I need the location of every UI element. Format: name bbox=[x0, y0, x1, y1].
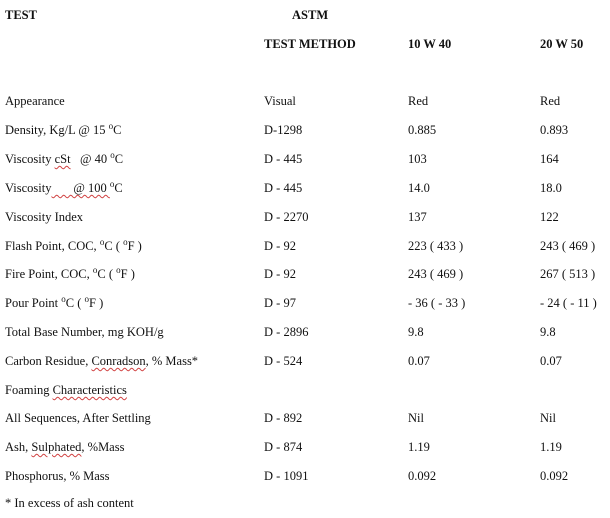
value-20w50: 0.893 bbox=[540, 123, 569, 137]
value-20w50: - 24 ( - 11 ) bbox=[540, 296, 597, 310]
value-10w40: 1.19 bbox=[408, 440, 430, 454]
test-method: D - 524 bbox=[264, 354, 303, 368]
test-method: D - 92 bbox=[264, 267, 296, 281]
header-grade-20w50: 20 W 50 bbox=[540, 37, 584, 51]
value-10w40: 243 ( 469 ) bbox=[408, 267, 464, 281]
value-20w50: 267 ( 513 ) bbox=[540, 267, 596, 281]
value-10w40: - 36 ( - 33 ) bbox=[408, 296, 466, 310]
value-20w50: 0.092 bbox=[540, 469, 569, 483]
property-name: Carbon Residue, Conradson, % Mass* bbox=[5, 354, 199, 368]
property-name: Total Base Number, mg KOH/g bbox=[5, 325, 164, 339]
property-name: Viscosity Index bbox=[5, 210, 84, 224]
table-row bbox=[0, 181, 610, 199]
property-name: Viscosity @ 100 $^o$C bbox=[5, 179, 123, 195]
value-20w50: 9.8 bbox=[540, 325, 556, 339]
test-method: D - 2896 bbox=[264, 325, 309, 339]
table-row bbox=[0, 296, 610, 314]
value-10w40: 0.092 bbox=[408, 469, 437, 483]
test-method: D - 445 bbox=[264, 181, 303, 195]
property-name: Appearance bbox=[5, 94, 65, 108]
table-row bbox=[0, 267, 610, 285]
property-name: Density, Kg/L @ 15 $^o$C bbox=[5, 121, 122, 137]
value-20w50: 122 bbox=[540, 210, 559, 224]
property-name: Viscosity cSt @ 40 $^o$C bbox=[5, 150, 124, 166]
value-20w50: 243 ( 469 ) bbox=[540, 239, 596, 253]
property-name: Fire Point, COC, $^o$C ( $^o$F ) bbox=[5, 265, 135, 281]
value-10w40: 223 ( 433 ) bbox=[408, 239, 464, 253]
property-name: Foaming Characteristics bbox=[5, 383, 127, 397]
table-row bbox=[0, 325, 610, 343]
value-10w40: 137 bbox=[408, 210, 427, 224]
value-10w40: 9.8 bbox=[408, 325, 424, 339]
value-10w40: 103 bbox=[408, 152, 427, 166]
value-10w40: 14.0 bbox=[408, 181, 430, 195]
value-20w50: 0.07 bbox=[540, 354, 562, 368]
table-row bbox=[0, 383, 610, 401]
test-method: D - 874 bbox=[264, 440, 303, 454]
property-name: All Sequences, After Settling bbox=[5, 411, 151, 425]
test-method: Visual bbox=[264, 94, 296, 108]
test-method: D - 97 bbox=[264, 296, 296, 310]
table-row bbox=[0, 239, 610, 257]
table-row bbox=[0, 440, 610, 458]
test-method: D - 2270 bbox=[264, 210, 309, 224]
value-20w50: 1.19 bbox=[540, 440, 562, 454]
table-row bbox=[0, 152, 610, 170]
test-method: D - 1091 bbox=[264, 469, 309, 483]
property-name: Phosphorus, % Mass bbox=[5, 469, 110, 483]
table-row bbox=[0, 94, 610, 112]
test-method: D-1298 bbox=[264, 123, 303, 137]
test-method: D - 92 bbox=[264, 239, 296, 253]
value-20w50: 164 bbox=[540, 152, 559, 166]
value-10w40: Red bbox=[408, 94, 429, 108]
property-name: Pour Point $^o$C ( $^o$F ) bbox=[5, 294, 104, 310]
header-astm: ASTM bbox=[292, 8, 329, 22]
value-20w50: Nil bbox=[540, 411, 556, 425]
header-test: TEST bbox=[5, 8, 37, 22]
table-row bbox=[0, 123, 610, 141]
table-row bbox=[0, 210, 610, 228]
table-row bbox=[0, 354, 610, 372]
value-10w40: Nil bbox=[408, 411, 424, 425]
test-method: D - 892 bbox=[264, 411, 303, 425]
value-20w50: Red bbox=[540, 94, 561, 108]
header-grade-10w40: 10 W 40 bbox=[408, 37, 452, 51]
footnote: * In excess of ash content bbox=[5, 496, 134, 510]
table-row bbox=[0, 469, 610, 487]
value-10w40: 0.07 bbox=[408, 354, 430, 368]
header-test-method: TEST METHOD bbox=[264, 37, 356, 51]
table-row bbox=[0, 411, 610, 429]
property-name: Flash Point, COC, $^o$C ( $^o$F ) bbox=[5, 237, 142, 253]
property-name: Ash, Sulphated, %Mass bbox=[5, 440, 125, 454]
value-10w40: 0.885 bbox=[408, 123, 437, 137]
value-20w50: 18.0 bbox=[540, 181, 562, 195]
test-method: D - 445 bbox=[264, 152, 303, 166]
